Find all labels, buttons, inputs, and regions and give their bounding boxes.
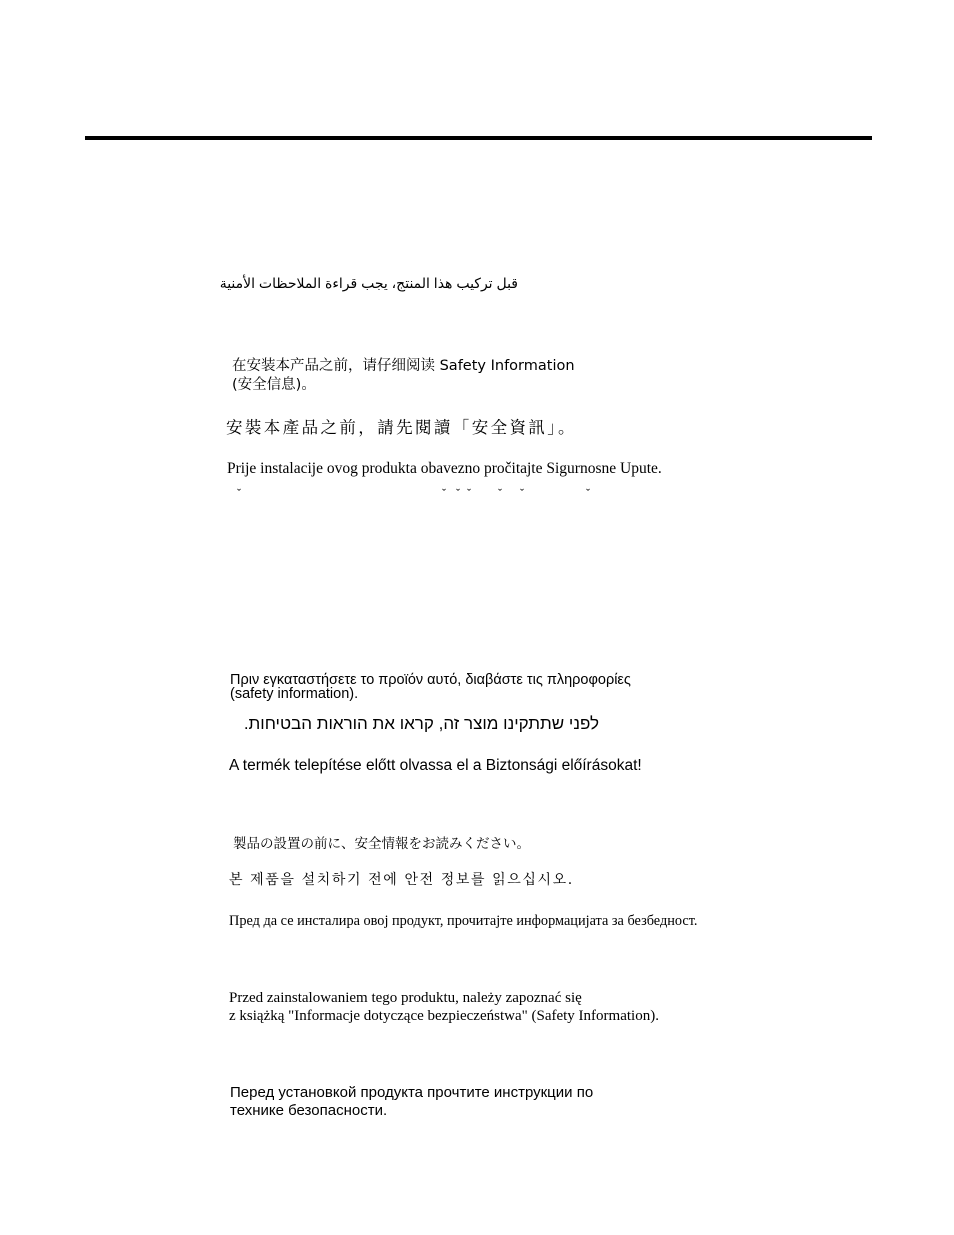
stray-caron-marks — [227, 486, 597, 500]
notice-macedonian: Пред да се инсталира овој продукт, прочитајте информацијата за безбедност. — [229, 913, 698, 929]
notice-hungarian: A termék telepítése előtt olvassa el a Biztonsági előírásokat! — [229, 757, 642, 774]
notice-chinese-simplified-line1: 在安装本产品之前，请仔细阅读 Safety Information — [232, 358, 575, 374]
notice-hebrew: לפני שתתקינו מוצר זה, קראו את הוראות הבטיחות. — [243, 714, 599, 733]
notice-greek-line2: (safety information). — [230, 686, 359, 702]
header-rule — [85, 136, 872, 140]
stray-mark: ˇ — [520, 486, 524, 500]
notice-arabic: قبل تركيب هذا المنتج، يجب قراءة الملاحظات الأمنية — [219, 275, 518, 291]
notice-russian-line1: Перед установкой продукта прочтите инструкции по — [230, 1084, 594, 1101]
notice-korean: 본 제품을 설치하기 전에 안전 정보를 읽으십시오. — [229, 872, 574, 888]
notice-polish-line2: z książką "Informacje dotyczące bezpieczeństwa" (Safety Information). — [229, 1008, 659, 1024]
notice-greek-line1: Πριν εγκαταστήσετε το προϊόν αυτό, διαβάστε τις πληροφορίες — [230, 672, 631, 688]
stray-mark: ˇ — [456, 486, 460, 500]
notice-chinese-simplified-line2: (安全信息)。 — [232, 377, 316, 393]
notice-russian-line2: технике безопасности. — [230, 1102, 388, 1119]
stray-mark: ˇ — [442, 486, 446, 500]
notice-polish-line1: Przed zainstalowaniem tego produktu, należy zapoznać się — [229, 990, 582, 1006]
stray-mark: ˇ — [498, 486, 502, 500]
notice-japanese: 製品の設置の前に、安全情報をお読みください。 — [233, 836, 530, 852]
stray-mark: ˇ — [237, 486, 241, 500]
stray-mark: ˇ — [586, 486, 590, 500]
stray-mark: ˇ — [467, 486, 471, 500]
notice-chinese-traditional: 安裝本產品之前，請先閱讀「安全資訊」。 — [226, 418, 577, 437]
notice-croatian: Prije instalacije ovog produkta obavezno pročitajte Sigurnosne Upute. — [227, 460, 662, 477]
